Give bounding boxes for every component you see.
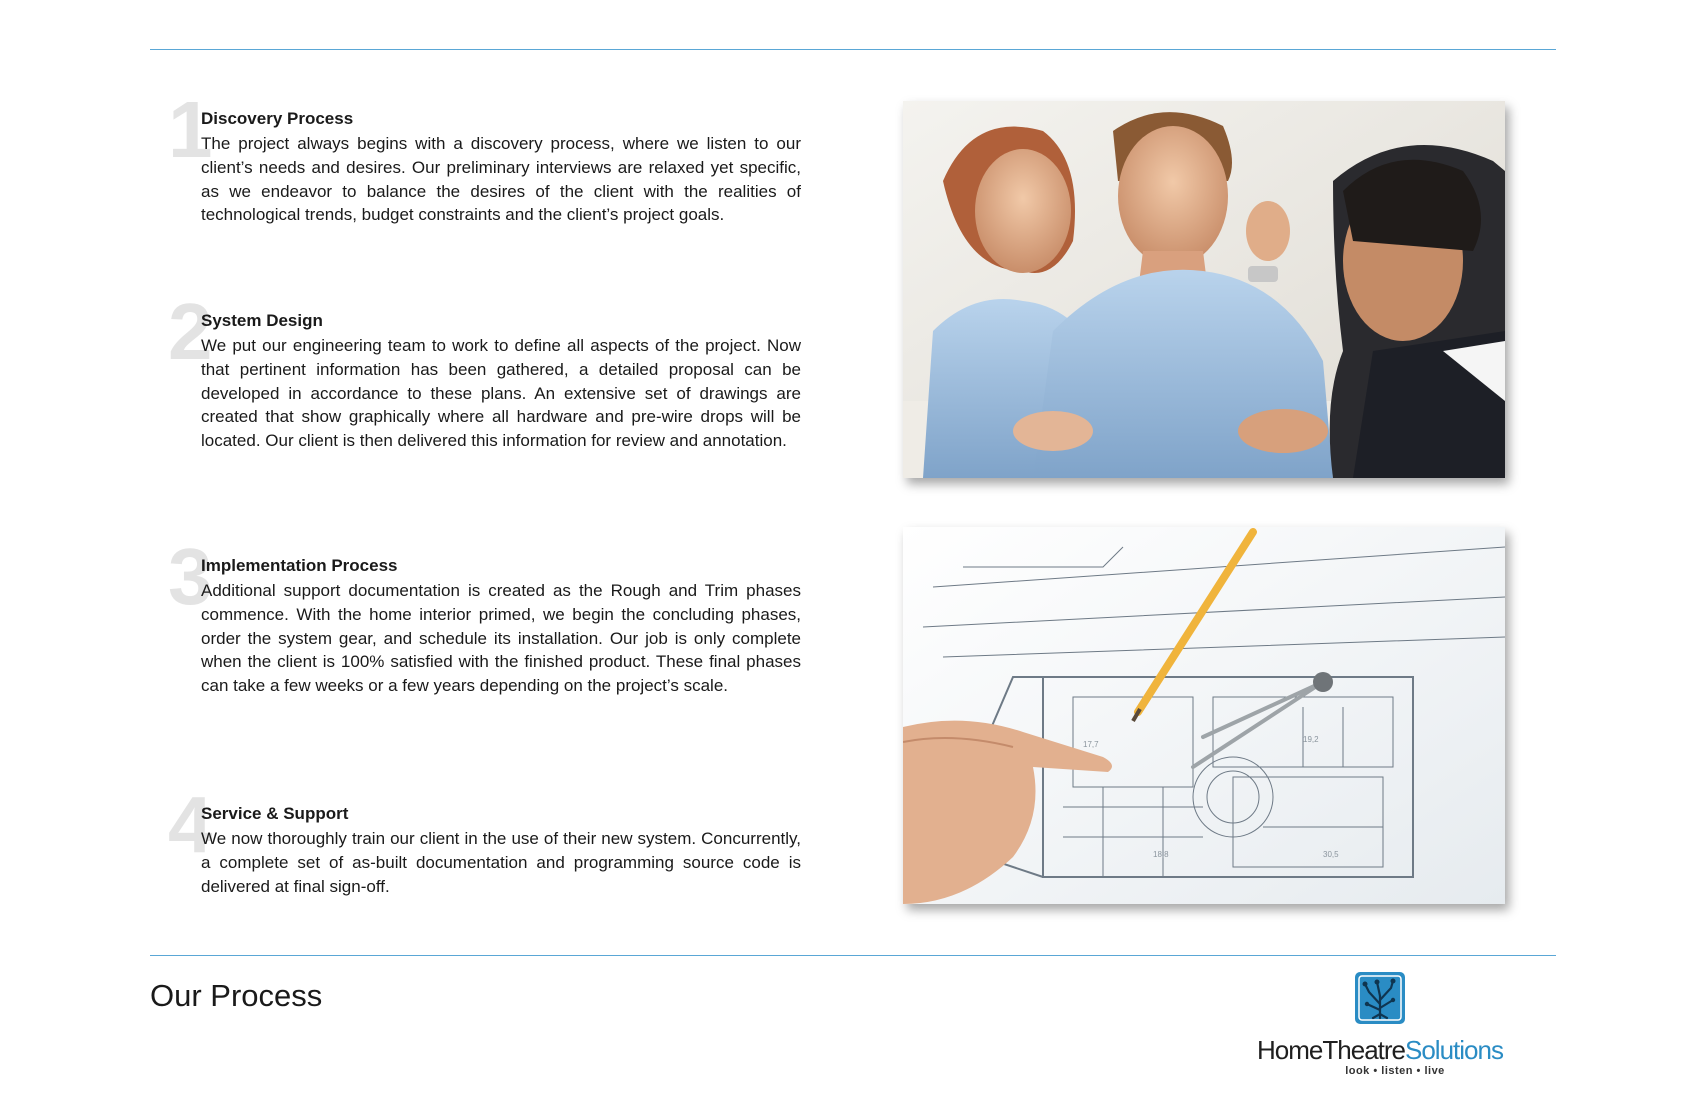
- bottom-divider: [150, 955, 1556, 956]
- tree-logo-icon: [1353, 970, 1407, 1026]
- brand-wordmark: [1250, 1035, 1510, 1066]
- step-content: [201, 803, 801, 898]
- page-title: Our Process: [150, 978, 323, 1013]
- process-step-2: [168, 287, 808, 453]
- brand-tagline: look • listen • live: [1345, 1065, 1445, 1077]
- svg-text:19,2: 19,2: [1303, 735, 1319, 744]
- step-content: [201, 108, 801, 227]
- step-content: [201, 310, 801, 453]
- step-title: Service & Support: [201, 804, 349, 823]
- process-step-4: [168, 780, 808, 898]
- step-number: 4: [168, 780, 213, 869]
- step-content: [201, 555, 801, 698]
- step-description: We put our engineering team to work to define all aspects of the project. Now that pertinent information has been gathered, a detailed proposal can be developed in accordance to these plans. An extensive set of drawings are created that show graphically where all hardware and pre-wire drops will be located. Our client is then delivered this information for review and annotation.: [201, 336, 801, 451]
- step-number: 2: [168, 287, 213, 376]
- brand-name-part2: Solutions: [1405, 1035, 1503, 1065]
- svg-text:30,5: 30,5: [1323, 850, 1339, 859]
- step-title: System Design: [201, 311, 323, 330]
- step-title: Implementation Process: [201, 556, 398, 575]
- blueprint-photo: [903, 527, 1505, 904]
- top-divider: [150, 49, 1556, 50]
- step-description: We now thoroughly train our client in the use of their new system. Concurrently, a complete set of as-built documentation and programming source code is delivered at final sign-off.: [201, 829, 801, 896]
- step-description: Additional support documentation is created as the Rough and Trim phases commence. With the home interior primed, we begin the concluding phases, order the system gear, and schedule its installation. Our job is only complete when the client is 100% satisfied with the finished product. These final phases can take a few weeks or a few years depending on the project’s scale.: [201, 581, 801, 696]
- step-number: 1: [168, 85, 213, 174]
- svg-text:18,8: 18,8: [1153, 850, 1169, 859]
- brand-name-part1: HomeTheatre: [1257, 1035, 1405, 1065]
- process-step-3: [168, 532, 808, 698]
- svg-text:17,7: 17,7: [1083, 740, 1099, 749]
- process-step-1: [168, 85, 808, 227]
- step-description: The project always begins with a discovery process, where we listen to our client’s needs and desires. Our preliminary interviews are relaxed yet specific, as we endeavor to balance the desires of the client with the realities of technological trends, budget constraints and the client’s project goals.: [201, 134, 801, 225]
- step-number: 3: [168, 532, 213, 621]
- consultation-photo: [903, 101, 1505, 478]
- brand-logo: [1250, 970, 1510, 1085]
- step-title: Discovery Process: [201, 109, 354, 128]
